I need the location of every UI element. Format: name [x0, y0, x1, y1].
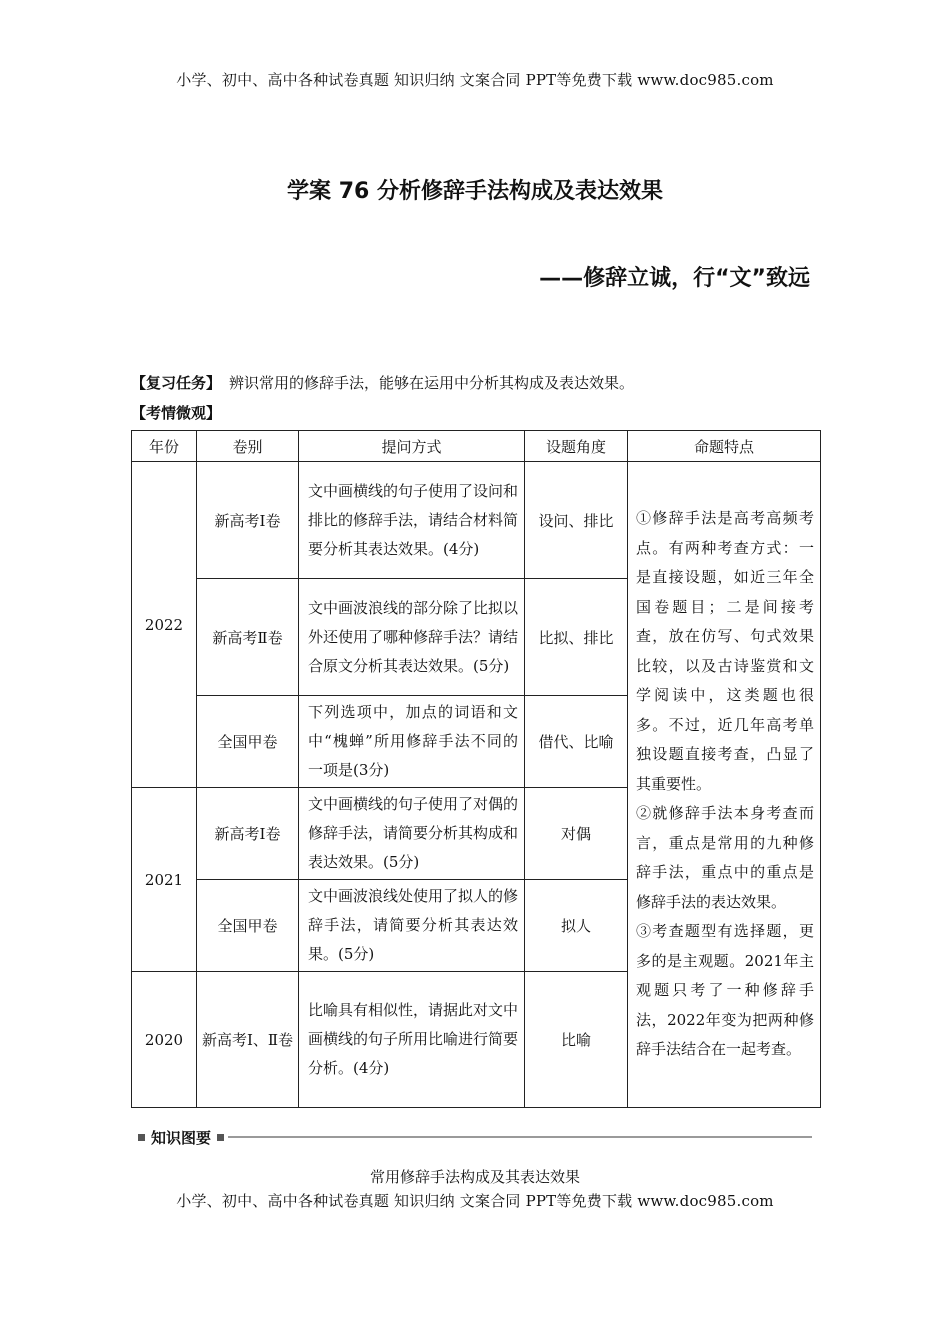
angle-cell: 借代、比喻: [525, 696, 628, 788]
feature-paragraph: ①修辞手法是高考高频考点。有两种考查方式：一是直接设题，如近三年全国卷题目；二是间接考查，放在仿写、句式效果比较，以及古诗鉴赏和文学阅读中，这类题也很多。不过，近几年高考单独设题直接考查，凸显了其重要性。: [636, 509, 814, 793]
paper-cell: 新高考Ⅰ卷: [197, 462, 299, 579]
question-cell: 文中画横线的句子使用了设问和排比的修辞手法，请结合材料简要分析其表达效果。(4分): [299, 462, 525, 579]
angle-cell: 比喻: [525, 972, 628, 1108]
column-header: 年份: [132, 431, 197, 462]
paper-cell: 新高考Ⅰ卷: [197, 788, 299, 880]
square-bullet-icon: [138, 1134, 145, 1141]
review-task-text: 辨识常用的修辞手法，能够在运用中分析其构成及表达效果。: [229, 374, 635, 392]
page-title: 学案 76 分析修辞手法构成及表达效果: [287, 179, 663, 204]
column-header: 设题角度: [525, 431, 628, 462]
question-cell: 比喻具有相似性，请据此对文中画横线的句子所用比喻进行简要分析。(4分): [299, 972, 525, 1108]
square-bullet-icon: [217, 1134, 224, 1141]
paper-cell: 全国甲卷: [197, 696, 299, 788]
table-row: [132, 462, 821, 579]
year-cell: 2022: [132, 462, 197, 788]
knowledge-section-label: 知识图要: [151, 1128, 212, 1147]
year-cell: 2021: [132, 788, 197, 972]
page-header: 小学、初中、高中各种试卷真题 知识归纳 文案合同 PPT等免费下载 www.doc985.com: [176, 71, 774, 89]
section-divider: [228, 1136, 812, 1138]
question-cell: 下列选项中，加点的词语和文中“槐蝉”所用修辞手法不同的一项是(3分): [299, 696, 525, 788]
review-task-label: 【复习任务】: [131, 374, 222, 392]
question-cell: 文中画波浪线处使用了拟人的修辞手法，请简要分析其表达效果。(5分): [299, 880, 525, 972]
angle-cell: 比拟、排比: [525, 579, 628, 696]
column-header: 卷别: [197, 431, 299, 462]
feature-paragraph: ②就修辞手法本身考查而言，重点是常用的九种修辞手法，重点中的重点是修辞手法的表达效果。: [636, 804, 814, 911]
exam-overview-table: [131, 430, 821, 1108]
year-cell: 2020: [132, 972, 197, 1108]
table-header-row: [132, 431, 821, 462]
angle-cell: 对偶: [525, 788, 628, 880]
features-cell: [628, 462, 821, 1108]
feature-paragraph: ③考查题型有选择题，更多的是主观题。2021年主观题只考了一种修辞手法，2022年变为把两种修辞手法结合在一起考查。: [636, 922, 814, 1059]
angle-cell: 拟人: [525, 880, 628, 972]
question-cell: 文中画横线的句子使用了对偶的修辞手法，请简要分析其构成和表达效果。(5分): [299, 788, 525, 880]
column-header: 命题特点: [628, 431, 821, 462]
review-task: [131, 372, 634, 393]
page-footer: 小学、初中、高中各种试卷真题 知识归纳 文案合同 PPT等免费下载 www.doc985.com: [176, 1192, 774, 1210]
paper-cell: 全国甲卷: [197, 880, 299, 972]
diagram-title: 常用修辞手法构成及其表达效果: [369, 1168, 580, 1186]
exam-overview-heading: 【考情微观】: [131, 404, 222, 422]
column-header: 提问方式: [299, 431, 525, 462]
angle-cell: 设问、排比: [525, 462, 628, 579]
knowledge-section-bar: [138, 1127, 812, 1147]
page-subtitle: ——修辞立诚，行“文”致远: [539, 266, 810, 291]
paper-cell: 新高考Ⅰ、Ⅱ卷: [197, 972, 299, 1108]
paper-cell: 新高考Ⅱ卷: [197, 579, 299, 696]
question-cell: 文中画波浪线的部分除了比拟以外还使用了哪种修辞手法？请结合原文分析其表达效果。(5分): [299, 579, 525, 696]
